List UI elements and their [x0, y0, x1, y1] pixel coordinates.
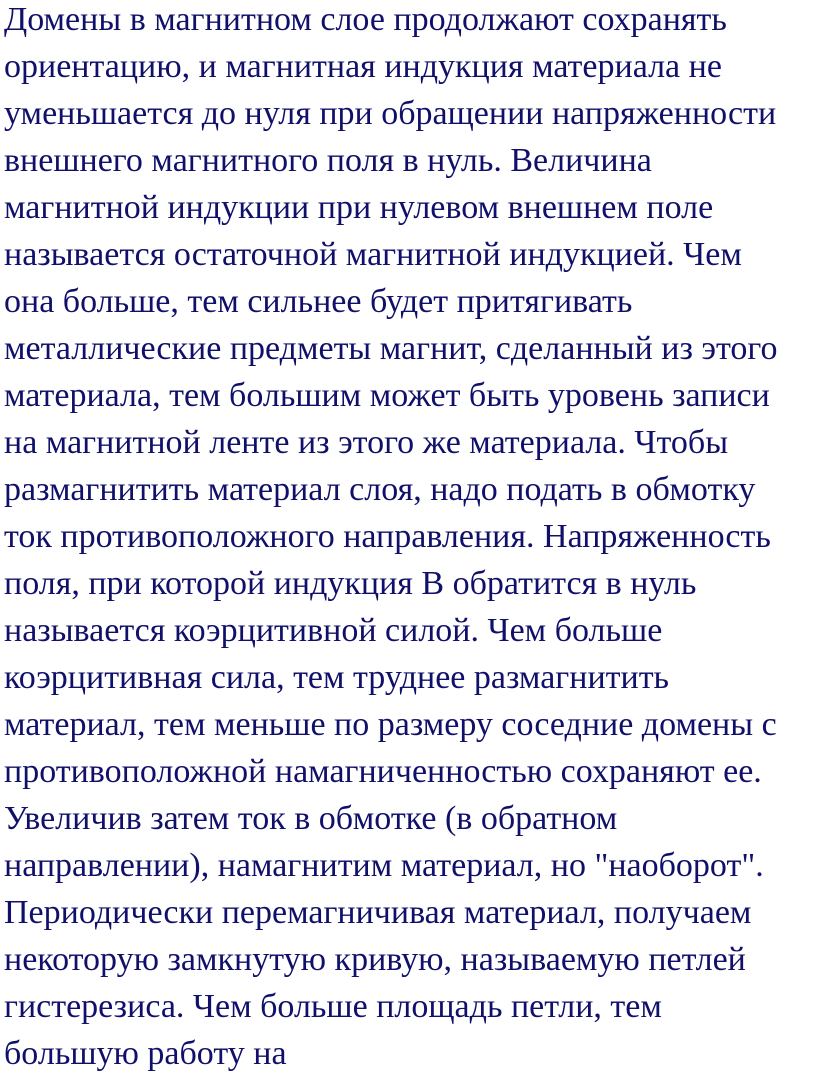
text-line: на магнитной ленте из этого же материала. Чтобы	[4, 424, 729, 461]
text-line: называется коэрцитивной силой. Чем больше	[4, 612, 663, 649]
text-line: Увеличив затем ток в обмотке (в обратном	[4, 800, 618, 837]
text-line: противоположной намагниченностью сохраняют ее.	[4, 753, 762, 790]
text-line: ток противоположного направления. Напряженность	[4, 518, 771, 555]
text-line: металлические предметы магнит, сделанный из этого	[4, 330, 778, 367]
text-line: Домены в магнитном слое продолжают сохранять	[4, 1, 727, 38]
text-line: называется остаточной магнитной индукцией. Чем	[4, 236, 742, 273]
text-line: коэрцитивная сила, тем труднее размагнитить	[4, 659, 670, 696]
text-line: материал, тем меньше по размеру соседние домены с	[4, 706, 777, 743]
text-line: поля, при которой индукция В обратится в нуль	[4, 565, 697, 602]
text-line: уменьшается до нуля при обращении напряженности	[4, 95, 777, 132]
text-line: магнитной индукции при нулевом внешнем поле	[4, 189, 714, 226]
text-line: направлении), намагнитим материал, но "наоборот".	[4, 847, 764, 884]
text-line: некоторую замкнутую кривую, называемую петлей	[4, 941, 746, 978]
text-line: материала, тем большим может быть уровень записи	[4, 377, 770, 414]
text-line: гистерезиса. Чем больше площадь петли, тем	[4, 988, 662, 1025]
text-line: внешнего магнитного поля в нуль. Величина	[4, 142, 652, 179]
text-line: она больше, тем сильнее будет притягивать	[4, 283, 633, 320]
text-line: ориентацию, и магнитная индукция материала не	[4, 48, 722, 85]
text-line: Периодически перемагничивая материал, получаем	[4, 894, 752, 931]
text-line: размагнитить материал слоя, надо подать в обмотку	[4, 471, 756, 508]
text-line: большую работу на	[4, 1035, 287, 1072]
